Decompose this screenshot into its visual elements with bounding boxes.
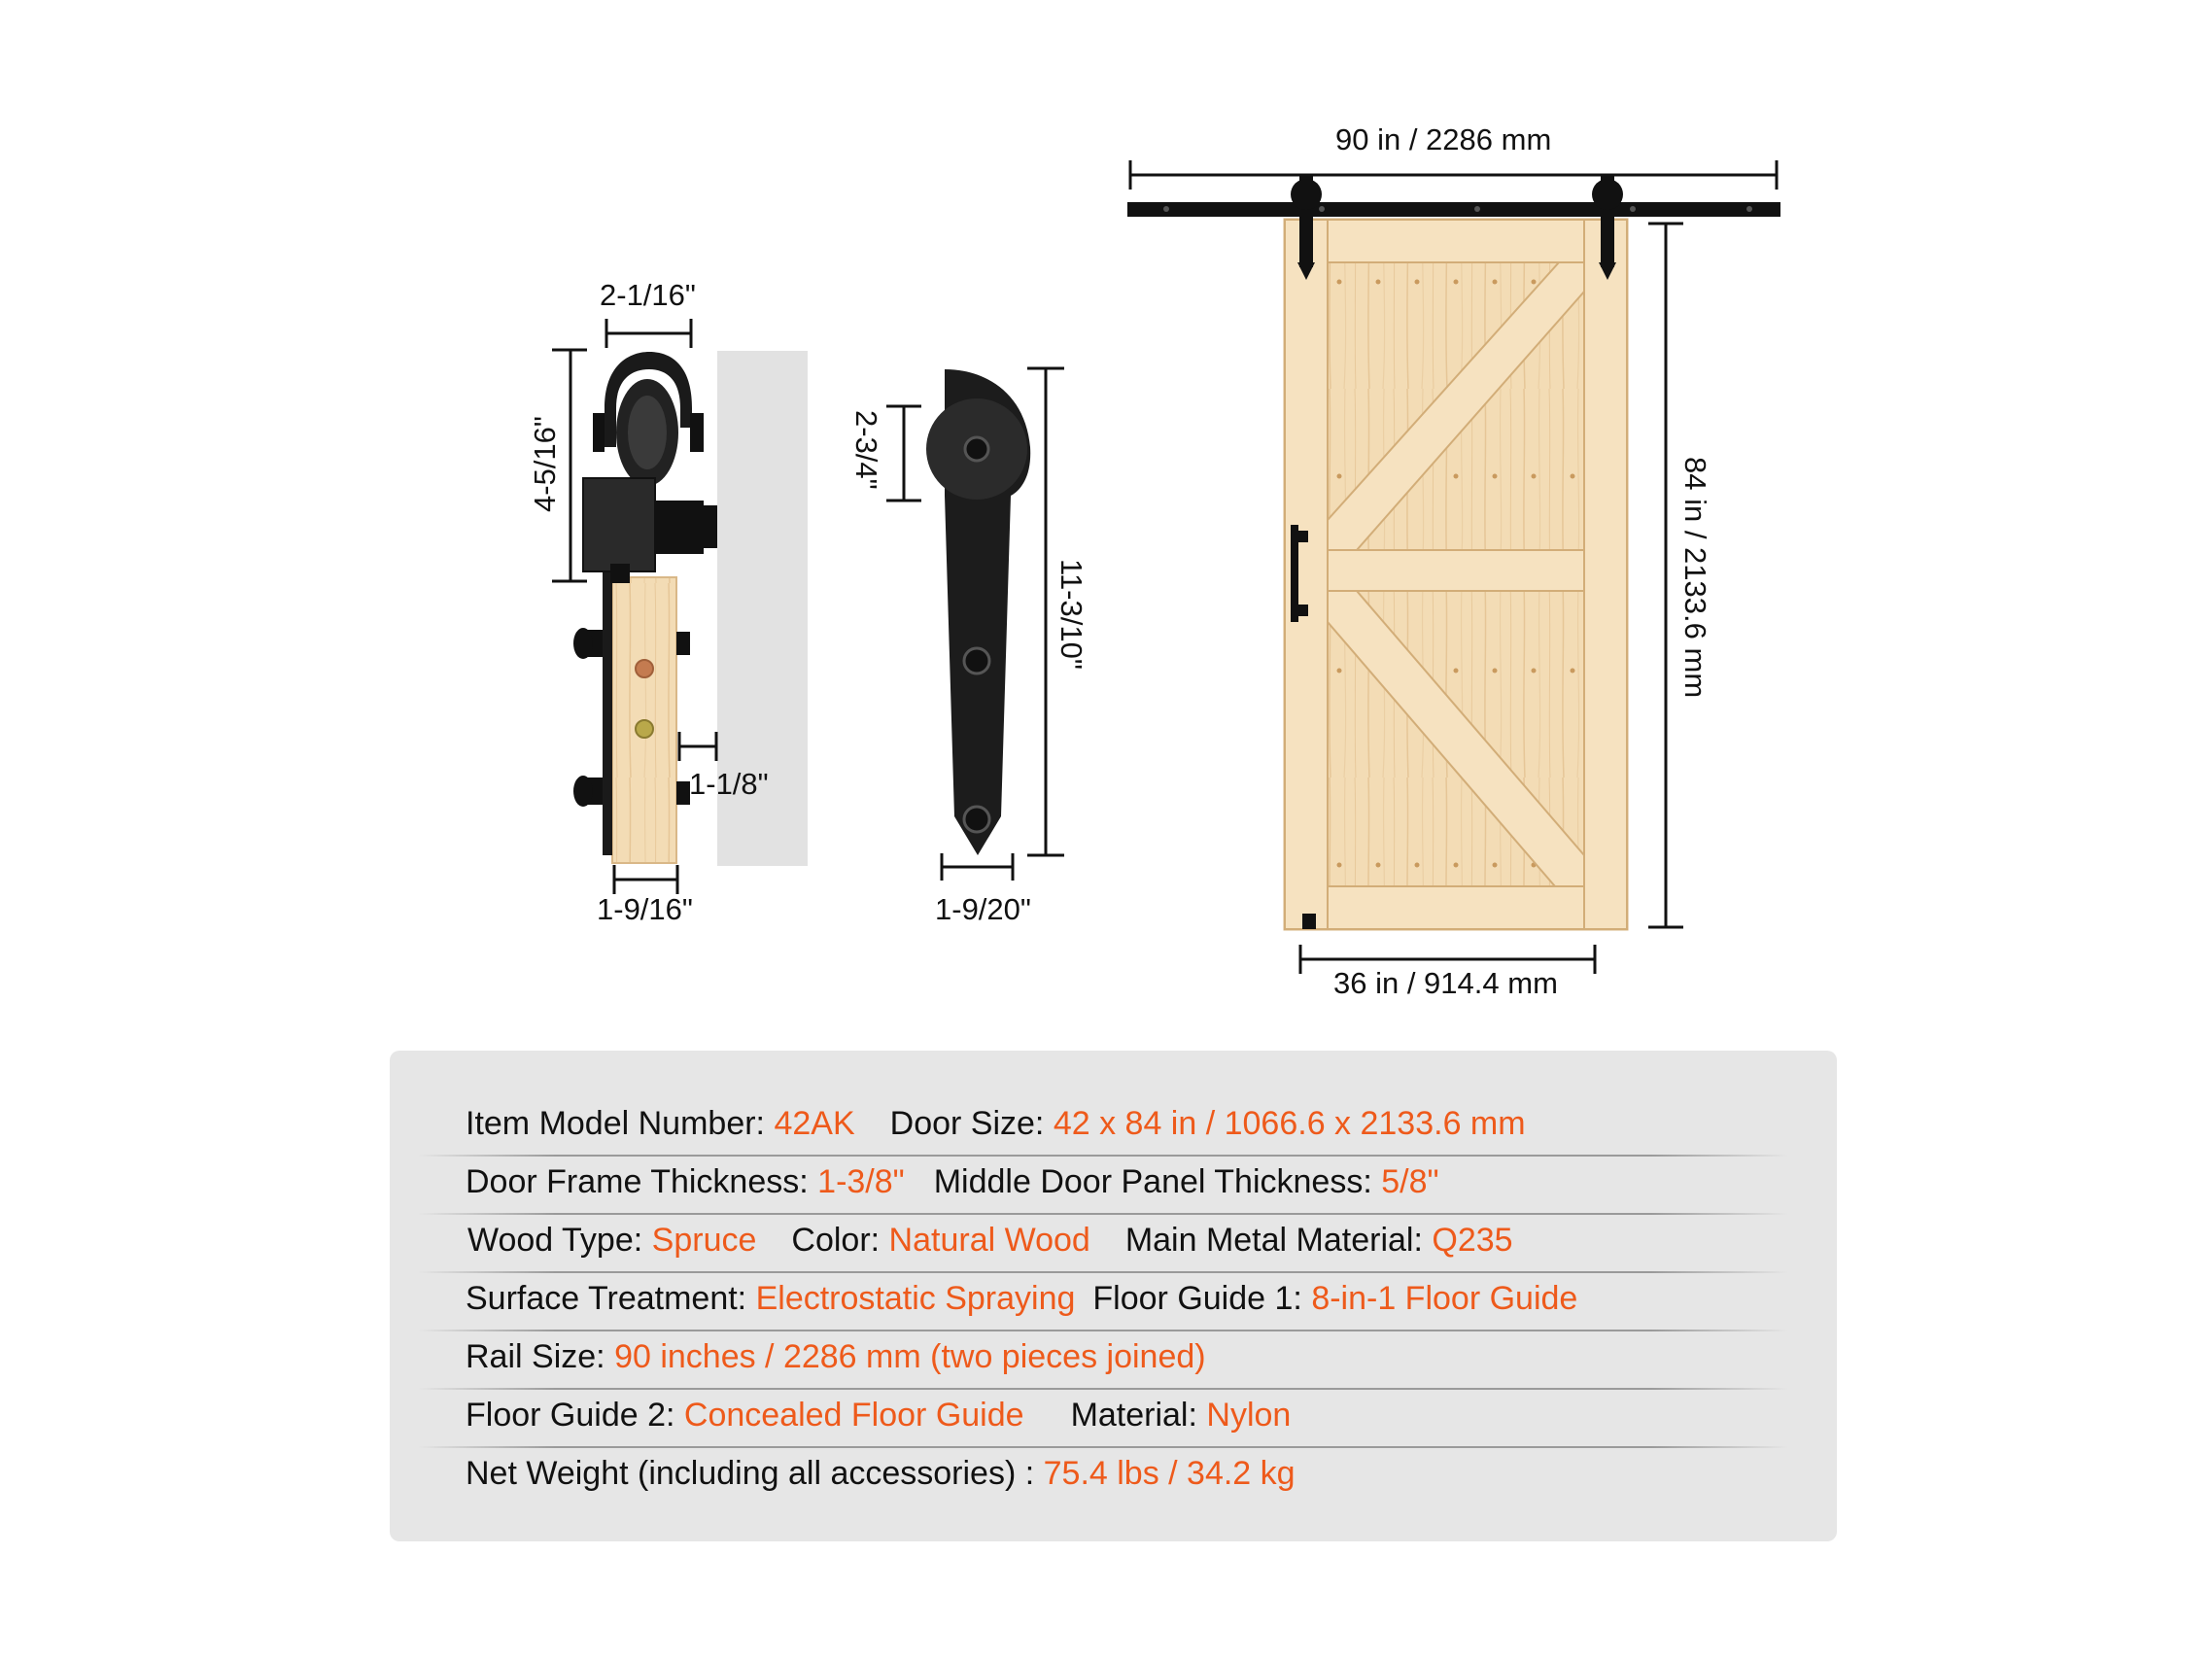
bolt-hole xyxy=(636,720,653,738)
spec-value: Nylon xyxy=(1206,1396,1292,1434)
spec-row-6 xyxy=(466,1386,1291,1444)
door-offset-label: 1-1/8" xyxy=(689,767,769,801)
spec-label: Color: xyxy=(791,1221,881,1259)
spec-label: Floor Guide 1: xyxy=(1092,1279,1302,1317)
door-width-label: 36 in / 914.4 mm xyxy=(1333,966,1558,1000)
spec-label: Door Size: xyxy=(889,1104,1045,1142)
spec-value: 90 inches / 2286 mm (two pieces joined) xyxy=(614,1337,1206,1375)
spec-label: Net Weight (including all accessories) : xyxy=(466,1454,1035,1492)
strap-bolt xyxy=(964,807,989,832)
hanger-top-width-label: 2-1/16" xyxy=(600,278,696,312)
spec-row-1 xyxy=(466,1094,1526,1153)
spec-value: 42 x 84 in / 1066.6 x 2133.6 mm xyxy=(1053,1104,1526,1142)
spec-row-3 xyxy=(467,1211,1513,1269)
spec-value: Spruce xyxy=(651,1221,757,1259)
spec-value: Natural Wood xyxy=(888,1221,1090,1259)
rail-bracket xyxy=(583,478,655,571)
strap-length-label: 11-3/10" xyxy=(1054,559,1089,670)
track-rail xyxy=(1127,202,1780,217)
strap-front-view xyxy=(886,368,1064,881)
spec-row-4 xyxy=(466,1269,1577,1328)
spec-value: 42AK xyxy=(774,1104,855,1142)
spec-row-5 xyxy=(466,1328,1206,1386)
door-height-label: 84 in / 2133.6 mm xyxy=(1678,457,1712,699)
strap-width-label: 1-9/20" xyxy=(935,892,1031,926)
spec-value: 75.4 lbs / 34.2 kg xyxy=(1043,1454,1296,1492)
spec-label: Rail Size: xyxy=(466,1337,605,1375)
spec-label: Item Model Number: xyxy=(466,1104,765,1142)
rail-width-label: 90 in / 2286 mm xyxy=(1335,122,1552,156)
spec-label: Main Metal Material: xyxy=(1124,1221,1423,1259)
bolt-hole xyxy=(636,660,653,677)
spec-value: 5/8" xyxy=(1381,1162,1439,1200)
spec-label: Floor Guide 2: xyxy=(466,1396,675,1434)
spec-label: Material: xyxy=(1070,1396,1197,1434)
spec-value: 1-3/8" xyxy=(817,1162,905,1200)
spec-label: Middle Door Panel Thickness: xyxy=(933,1162,1372,1200)
spec-value: 8-in-1 Floor Guide xyxy=(1311,1279,1578,1317)
wheel-diameter-label: 2-3/4" xyxy=(849,410,883,490)
spec-row-2 xyxy=(466,1153,1439,1211)
hanger-height-label: 4-5/16" xyxy=(528,416,562,512)
spec-label: Wood Type: xyxy=(467,1221,643,1259)
spec-label: Surface Treatment: xyxy=(466,1279,747,1317)
spec-label: Door Frame Thickness: xyxy=(466,1162,809,1200)
spec-value: Concealed Floor Guide xyxy=(683,1396,1024,1434)
door-thickness-label: 1-9/16" xyxy=(597,892,693,926)
spec-row-7 xyxy=(466,1444,1296,1503)
floor-guide xyxy=(1302,914,1316,929)
spec-value: Q235 xyxy=(1432,1221,1513,1259)
strap-bolt xyxy=(964,648,989,674)
hanger-side-view xyxy=(552,319,808,894)
spec-value: Electrostatic Spraying xyxy=(755,1279,1076,1317)
